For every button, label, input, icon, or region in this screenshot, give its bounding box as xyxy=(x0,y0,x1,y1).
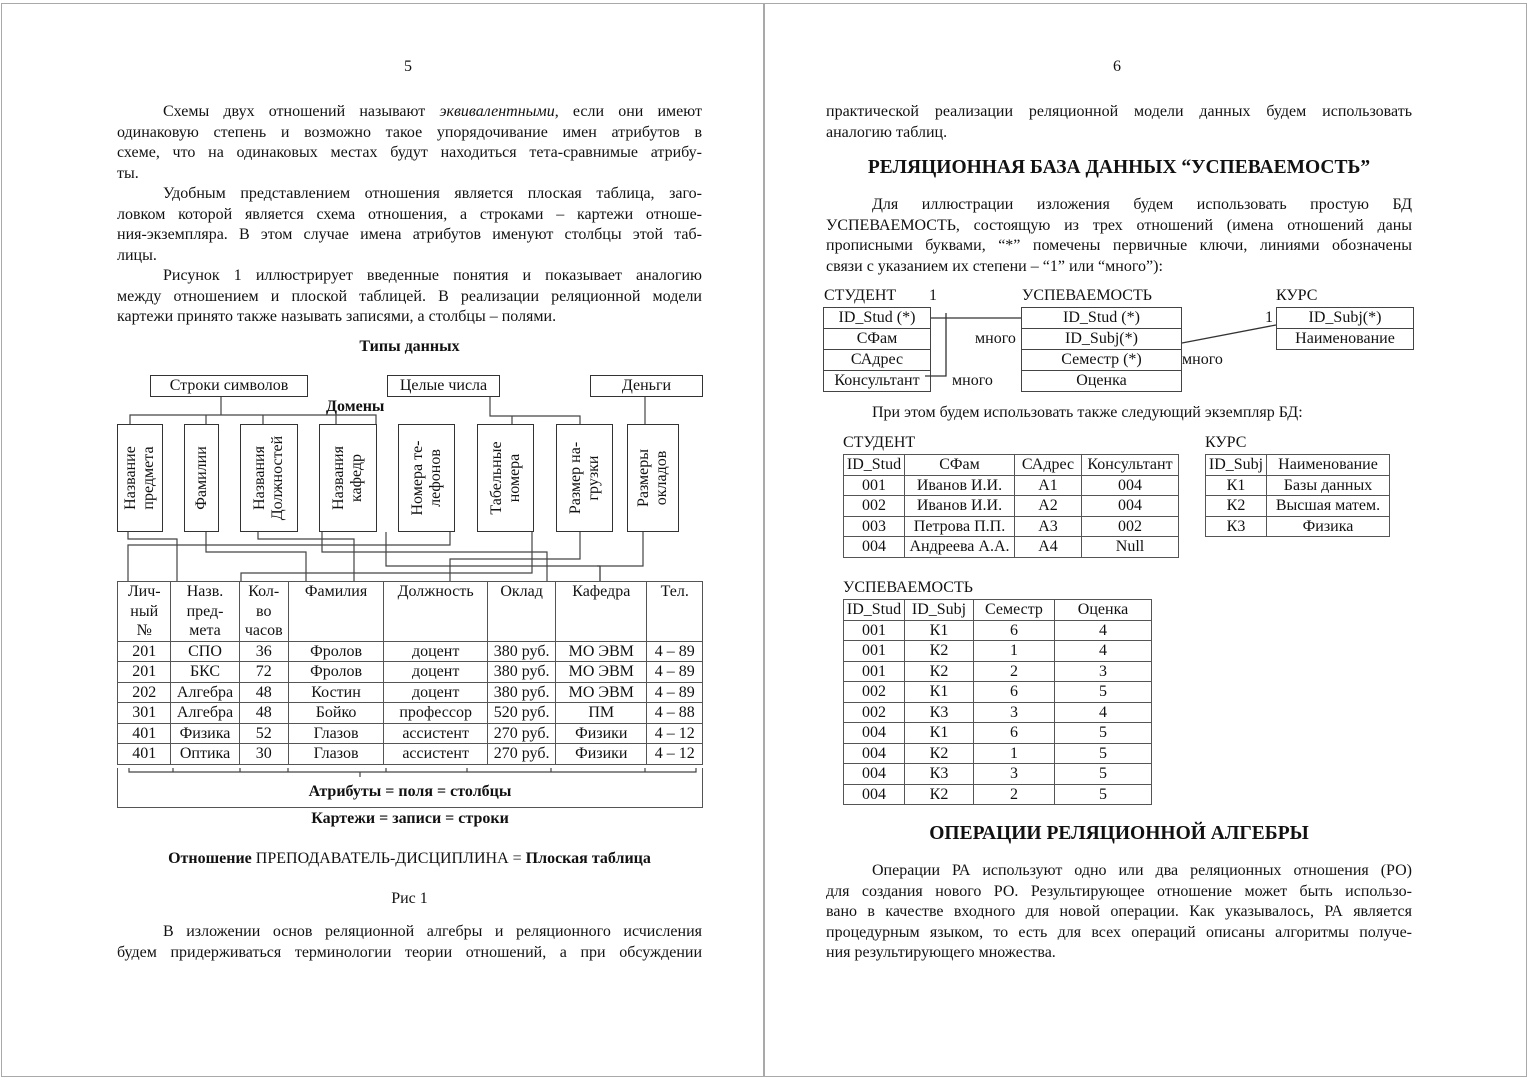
table-cell: 5 xyxy=(1055,723,1152,744)
attributes-label: Атрибуты = поля = столбцы xyxy=(308,783,512,800)
table-cell: 004 xyxy=(844,723,905,744)
domain-box xyxy=(240,424,298,532)
course-table xyxy=(1205,454,1390,537)
figure-caption: Рис 1 xyxy=(391,890,428,907)
section-heading-operations: ОПЕРАЦИИ РЕЛЯЦИОННОЙ АЛГЕБРЫ xyxy=(929,823,1309,844)
table-cell: Фролов xyxy=(288,641,383,662)
schema-field: ID_Stud (*) xyxy=(824,308,930,329)
column-header: Лич- ный № xyxy=(118,582,171,642)
text-line: одинаковую степень и возможно такое упорядочивание имен атрибутов в xyxy=(117,123,702,141)
table-cell: 004 xyxy=(844,764,905,785)
table-cell: ПМ xyxy=(556,703,647,724)
domain-label: Номера те- xyxy=(408,440,426,516)
table-cell: 4 xyxy=(1055,641,1152,662)
domain-box xyxy=(184,424,219,532)
text-line: ловком которой является схема отношения, а строками – картежи отноше- xyxy=(117,205,702,223)
schema-field: ID_Subj(*) xyxy=(1022,329,1181,350)
schema-field: Оценка xyxy=(1076,372,1127,389)
table-cell: 401 xyxy=(118,723,171,744)
table-cell: 6 xyxy=(974,723,1055,744)
text-line: связи с указанием их степени – “1” или “много”): xyxy=(826,257,1163,275)
table-cell: 202 xyxy=(118,682,171,703)
table-cell: Бойко xyxy=(288,703,383,724)
table-row xyxy=(118,641,703,662)
cardinality-one: 1 xyxy=(929,287,937,304)
table-cell: 4 – 89 xyxy=(647,641,703,662)
table-cell: БКС xyxy=(171,662,239,683)
column-header: Оклад xyxy=(488,582,556,642)
course-table-title: КУРС xyxy=(1205,434,1247,451)
table-cell: МО ЭВМ xyxy=(556,641,647,662)
table-row xyxy=(844,537,1179,558)
table-cell: МО ЭВМ xyxy=(556,662,647,683)
paragraph-practical xyxy=(826,102,1412,143)
domain-label: Табельные xyxy=(487,441,505,515)
domain-label: кафедр xyxy=(348,453,365,503)
domain-box xyxy=(477,424,534,532)
table-cell: 002 xyxy=(1082,516,1179,537)
text-line: ния результирующего множества. xyxy=(826,944,1056,961)
column-header: Наименование xyxy=(1267,455,1390,476)
table-cell: Физика xyxy=(1267,516,1390,537)
table-row xyxy=(844,516,1179,537)
column-header: ID_Subj xyxy=(1206,455,1267,476)
text-line: лицы. xyxy=(117,246,157,264)
table-cell: доцент xyxy=(384,641,488,662)
text-line: вано в качестве входного для новой операции. Как указывалось, РА является xyxy=(826,903,1412,920)
column-header: Тел. xyxy=(647,582,703,642)
table-cell: 201 xyxy=(118,662,171,683)
table-cell: 3 xyxy=(974,764,1055,785)
schema-field: САдрес xyxy=(824,350,930,371)
table-cell: К2 xyxy=(1206,496,1267,517)
table-cell: 201 xyxy=(118,641,171,662)
table-row xyxy=(844,723,1152,744)
text-line: Схемы двух отношений называют эквивалентными, если они имеют xyxy=(163,103,703,120)
table-cell: К2 xyxy=(905,743,974,764)
table-row xyxy=(1206,516,1390,537)
section-heading-database: РЕЛЯЦИОННАЯ БАЗА ДАННЫХ “УСПЕВАЕМОСТЬ” xyxy=(867,157,1371,178)
domain-label: Названия xyxy=(251,446,268,510)
table-cell: 004 xyxy=(844,743,905,764)
table-cell: доцент xyxy=(384,662,488,683)
column-header: Оценка xyxy=(1055,600,1152,621)
column-header: СФам xyxy=(905,455,1015,476)
table-cell: К1 xyxy=(905,682,974,703)
table-row xyxy=(844,620,1152,641)
table-cell: 4 – 89 xyxy=(647,682,703,703)
table-cell: К3 xyxy=(905,702,974,723)
table-row xyxy=(118,682,703,703)
type-box-money: Деньги xyxy=(590,375,703,397)
text-line: В изложении основ реляционной алгебры и реляционного исчисления xyxy=(163,923,702,940)
table-row xyxy=(844,743,1152,764)
table-row xyxy=(1206,496,1390,517)
table-row xyxy=(118,744,703,765)
text-line: ния-экземпляра. В этом случае имена атрибутов именуют столбцы этой таб- xyxy=(117,226,702,243)
schema-field: Наименование xyxy=(1295,330,1395,347)
table-cell: Глазов xyxy=(288,723,383,744)
domain-label: Название xyxy=(122,446,139,510)
table-cell: 30 xyxy=(239,744,288,765)
domain-label: Размер на- xyxy=(566,441,584,515)
table-cell: Петрова П.П. xyxy=(905,516,1015,537)
column-header: Кафедра xyxy=(556,582,647,642)
table-cell: 6 xyxy=(974,620,1055,641)
text-line: картежи принято также называть записями, а столбцы – полями. xyxy=(117,308,557,325)
table-header-row xyxy=(118,582,703,642)
table-cell: К3 xyxy=(905,764,974,785)
column-header: Консультант xyxy=(1082,455,1179,476)
table-cell: 002 xyxy=(844,682,905,703)
domain-label: лефонов xyxy=(426,449,444,507)
table-cell: 001 xyxy=(844,641,905,662)
table-cell: К1 xyxy=(905,620,974,641)
table-cell: профессор xyxy=(384,703,488,724)
table-cell: 270 руб. xyxy=(488,723,556,744)
table-cell: МО ЭВМ xyxy=(556,682,647,703)
table-cell: Базы данных xyxy=(1267,475,1390,496)
table-cell: A4 xyxy=(1015,537,1082,558)
progress-table xyxy=(843,599,1152,805)
table-cell: Андреева А.А. xyxy=(905,537,1015,558)
table-row xyxy=(844,475,1179,496)
column-header: САдрес xyxy=(1015,455,1082,476)
table-cell: Иванов И.И. xyxy=(905,475,1015,496)
schema-entity-progress xyxy=(1021,307,1182,392)
table-cell: 001 xyxy=(844,661,905,682)
schema-field: ID_Stud (*) xyxy=(1022,308,1181,329)
text-line: практической реализации реляционной модели данных будем использовать xyxy=(826,103,1412,120)
type-box-strings: Строки символов xyxy=(150,375,308,397)
table-row xyxy=(844,764,1152,785)
table-cell: 52 xyxy=(239,723,288,744)
table-cell: 380 руб. xyxy=(488,662,556,683)
student-table-title: СТУДЕНТ xyxy=(843,434,916,451)
table-cell: 380 руб. xyxy=(488,682,556,703)
table-cell: 004 xyxy=(844,537,905,558)
table-cell: Костин xyxy=(288,682,383,703)
column-header: Семестр xyxy=(974,600,1055,621)
domain-box xyxy=(556,424,613,532)
table-header-row xyxy=(1206,455,1390,476)
table-cell: 002 xyxy=(844,496,905,517)
student-table xyxy=(843,454,1179,558)
table-cell: 270 руб. xyxy=(488,744,556,765)
table-row xyxy=(844,661,1152,682)
table-cell: A1 xyxy=(1015,475,1082,496)
table-cell: A3 xyxy=(1015,516,1082,537)
relation-caption: Отношение ПРЕПОДАВАТЕЛЬ-ДИСЦИПЛИНА = Плоская таблица xyxy=(168,850,651,867)
table-cell: 4 xyxy=(1055,620,1152,641)
page-number-right: 6 xyxy=(1113,58,1121,75)
figure-title: Типы данных xyxy=(359,338,460,355)
column-header: ID_Subj xyxy=(905,600,974,621)
table-row xyxy=(844,784,1152,805)
cardinality-one: 1 xyxy=(1265,309,1273,326)
text-line: Для иллюстрации изложения будем использовать простую БД xyxy=(872,196,1412,213)
table-cell: К1 xyxy=(1206,475,1267,496)
table-header-row xyxy=(844,600,1152,621)
cardinality-many: много xyxy=(1182,351,1223,368)
paragraph-illustration xyxy=(826,195,1412,277)
table-cell: 004 xyxy=(844,784,905,805)
domain-label: грузки xyxy=(584,455,602,501)
text-line: между отношением и плоской таблицей. В реализации реляционной модели xyxy=(117,287,702,305)
text-line: ты. xyxy=(117,164,139,182)
text-line: прописными буквами, “*” помечены первичные ключи, линиями обозначены xyxy=(826,237,1412,254)
table-row xyxy=(844,702,1152,723)
schema-field: Семестр (*) xyxy=(1022,350,1181,371)
schema-title-progress: УСПЕВАЕМОСТЬ xyxy=(1022,287,1152,304)
paragraph-operations xyxy=(826,861,1412,964)
schema-entity-course xyxy=(1276,307,1414,350)
table-cell: 4 xyxy=(1055,702,1152,723)
domains-label: Домены xyxy=(326,398,385,415)
teacher-discipline-table xyxy=(117,581,703,765)
table-cell: 5 xyxy=(1055,784,1152,805)
table-cell: К1 xyxy=(905,723,974,744)
table-cell: Физики xyxy=(556,723,647,744)
table-row xyxy=(118,703,703,724)
schema-field: ID_Subj(*) xyxy=(1277,308,1413,329)
table-cell: 5 xyxy=(1055,764,1152,785)
table-cell: 401 xyxy=(118,744,171,765)
text-line: аналогию таблиц. xyxy=(826,123,948,141)
table-cell: 004 xyxy=(1082,496,1179,517)
column-header: ID_Stud xyxy=(844,600,905,621)
type-box-integers: Целые числа xyxy=(387,375,500,397)
table-cell: 4 – 89 xyxy=(647,662,703,683)
column-header: Назв. пред- мета xyxy=(171,582,239,642)
table-cell: 001 xyxy=(844,620,905,641)
table-row xyxy=(118,723,703,744)
schema-field: СФам xyxy=(824,329,930,350)
domain-label: Должностей xyxy=(269,435,286,521)
table-cell: Фролов xyxy=(288,662,383,683)
table-cell: 5 xyxy=(1055,743,1152,764)
text-line: УСПЕВАЕМОСТЬ, состоящую из трех отношений (имена отношений даны xyxy=(826,216,1412,234)
paragraph-figure-intro xyxy=(117,266,702,328)
schema-title-course: КУРС xyxy=(1276,287,1318,304)
table-cell: 4 – 12 xyxy=(647,723,703,744)
paragraph-flat-table xyxy=(117,184,702,266)
table-cell: Высшая матем. xyxy=(1267,496,1390,517)
cardinality-many: много xyxy=(975,330,1016,347)
page-number-left: 5 xyxy=(404,58,412,75)
domain-box xyxy=(398,424,455,532)
table-cell: К2 xyxy=(905,661,974,682)
text-line: Операции РА используют одно или два реляционных отношения (РО) xyxy=(872,862,1412,879)
table-cell: 1 xyxy=(974,743,1055,764)
table-cell: 003 xyxy=(844,516,905,537)
cardinality-many: много xyxy=(952,372,993,389)
table-cell: 6 xyxy=(974,682,1055,703)
table-row xyxy=(844,641,1152,662)
table-cell: ассистент xyxy=(384,744,488,765)
domain-label: Фамилии xyxy=(192,446,210,510)
table-cell: 004 xyxy=(1082,475,1179,496)
text-line: для создания нового РО. Результирующее отношение может быть использо- xyxy=(826,882,1412,900)
text-line: Удобным представлением отношения является плоская таблица, заго- xyxy=(163,185,702,202)
domain-label: Названия xyxy=(330,446,347,510)
table-cell: К2 xyxy=(905,641,974,662)
table-cell: Физики xyxy=(556,744,647,765)
table-cell: 1 xyxy=(974,641,1055,662)
table-cell: Оптика xyxy=(171,744,239,765)
table-cell: 001 xyxy=(844,475,905,496)
schema-title-student: СТУДЕНТ xyxy=(824,287,897,304)
table-cell: Алгебра xyxy=(171,703,239,724)
text-line: будем придерживаться терминологии теории отношений, а при обсуждении xyxy=(117,943,702,961)
table-cell: доцент xyxy=(384,682,488,703)
table-cell: СПО xyxy=(171,641,239,662)
table-cell: ассистент xyxy=(384,723,488,744)
table-cell: Иванов И.И. xyxy=(905,496,1015,517)
table-cell: 4 – 88 xyxy=(647,703,703,724)
table-cell: К3 xyxy=(1206,516,1267,537)
table-row xyxy=(118,662,703,683)
paragraph-instance: При этом будем использовать также следующий экземпляр БД: xyxy=(872,404,1303,421)
table-row xyxy=(1206,475,1390,496)
domain-box xyxy=(117,424,163,532)
table-cell: 3 xyxy=(1055,661,1152,682)
column-header: Должность xyxy=(384,582,488,642)
table-cell: 380 руб. xyxy=(488,641,556,662)
schema-entity-student xyxy=(823,307,931,392)
table-cell: Алгебра xyxy=(171,682,239,703)
table-cell: 002 xyxy=(844,702,905,723)
domain-label: окладов xyxy=(653,450,670,506)
table-cell: 72 xyxy=(239,662,288,683)
table-cell: 2 xyxy=(974,661,1055,682)
text-line: Рисунок 1 иллюстрирует введенные понятия и показывает аналогию xyxy=(163,267,702,284)
domain-box xyxy=(319,424,377,532)
column-header: Кол- во часов xyxy=(239,582,288,642)
table-cell: Глазов xyxy=(288,744,383,765)
paragraph-terminology xyxy=(117,922,702,963)
text-line: процедурным языком, то есть для всех операций описаны алгоритмы получе- xyxy=(826,923,1412,941)
table-cell: 301 xyxy=(118,703,171,724)
progress-table-title: УСПЕВАЕМОСТЬ xyxy=(843,579,973,596)
column-header: Фамилия xyxy=(288,582,383,642)
table-cell: 36 xyxy=(239,641,288,662)
table-cell: 3 xyxy=(974,702,1055,723)
tuples-label: Картежи = записи = строки xyxy=(311,810,509,827)
table-cell: 2 xyxy=(974,784,1055,805)
paragraph-equivalent-schemas xyxy=(117,102,702,184)
table-cell: 5 xyxy=(1055,682,1152,703)
table-cell: 48 xyxy=(239,682,288,703)
schema-field: Консультант xyxy=(834,372,920,389)
table-cell: 48 xyxy=(239,703,288,724)
column-header: ID_Stud xyxy=(844,455,905,476)
table-cell: К2 xyxy=(905,784,974,805)
table-cell: Null xyxy=(1082,537,1179,558)
text-line: схеме, что на одинаковых местах будут находиться тета-сравнимые атрибу- xyxy=(117,144,702,161)
table-row xyxy=(844,496,1179,517)
domain-label: номера xyxy=(505,453,523,503)
table-cell: Физика xyxy=(171,723,239,744)
domain-label: Размеры xyxy=(635,448,652,508)
table-row xyxy=(844,682,1152,703)
table-cell: A2 xyxy=(1015,496,1082,517)
table-header-row xyxy=(844,455,1179,476)
domain-box xyxy=(627,424,679,532)
table-cell: 520 руб. xyxy=(488,703,556,724)
domain-label: предмета xyxy=(140,446,157,510)
table-cell: 4 – 12 xyxy=(647,744,703,765)
